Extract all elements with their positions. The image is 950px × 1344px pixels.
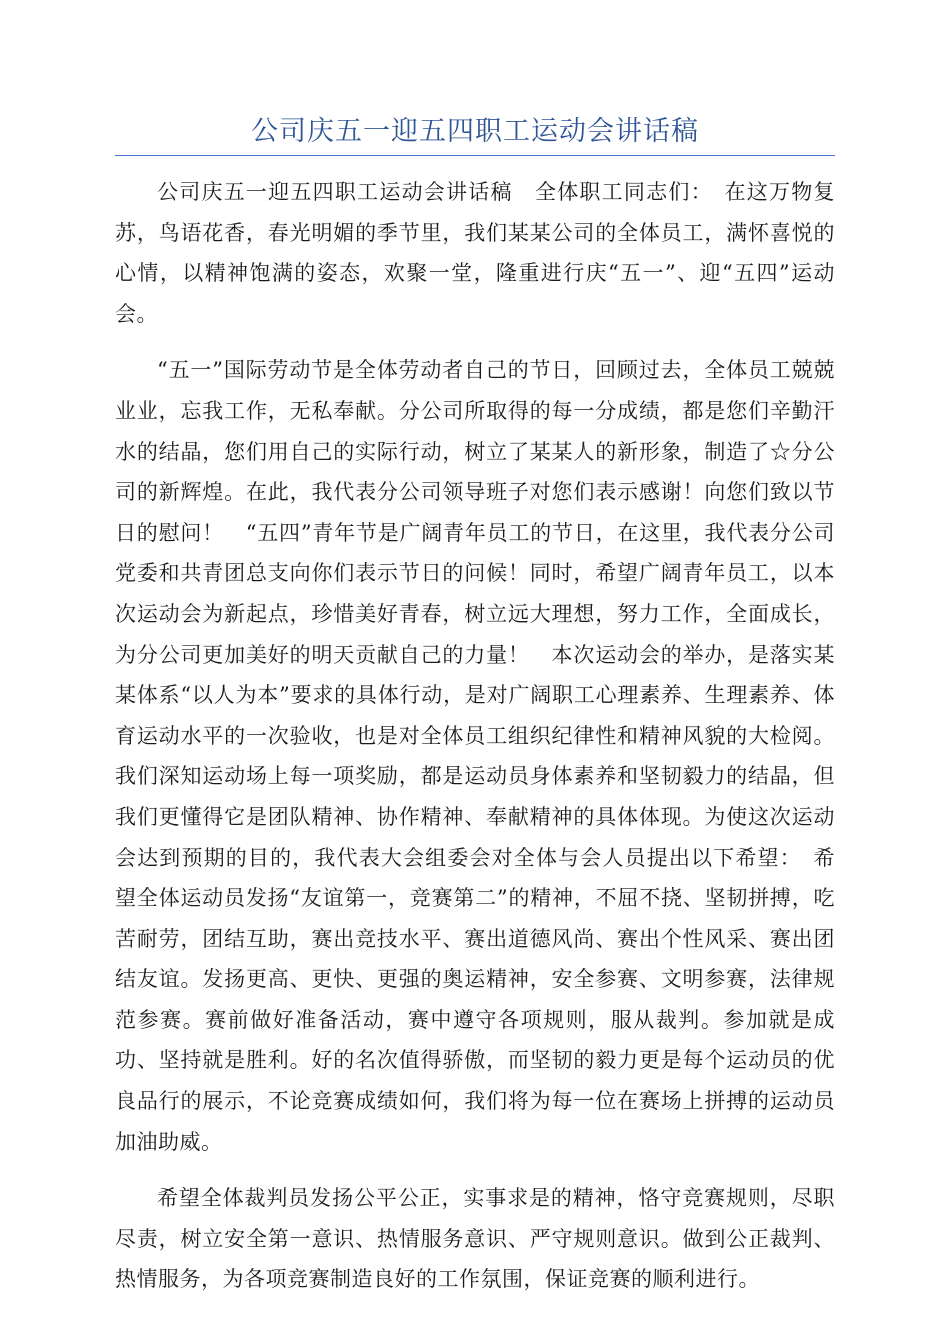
paragraph-main: “五一”国际劳动节是全体劳动者自己的节日，回顾过去，全体员工兢兢业业，忘我工作，无私奉献。分公司所取得的每一分成绩，都是您们辛勤汗水的结晶，您们用自己的实际行动，树立了某某人的新形象，制造了☆分公司的新辉煌。在此，我代表分公司领导班子对您们表示感谢！向您们致以节日的慰问！ “五四”青年节是广阔青年员工的节日，在这里，我代表分公司党委和共青团总支向你们表示节日的问候！同时，希望广阔青年员工，以本次运动会为新起点，珍惜美好青春，树立远大理想，努力工作，全面成长，为分公司更加美好的明天贡献自己的力量！ 本次运动会的举办，是落实某某体系“以人为本”要求的具体行动，是对广阔职工心理素养、生理素养、体育运动水平的一次验收，也是对全体员工组织纪律性和精神风貌的大检阅。我们深知运动场上每一项奖励，都是运动员身体素养和坚韧毅力的结晶，但我们更懂得它是团队精神、协作精神、奉献精神的具体体现。为使这次运动会达到预期的目的，我代表大会组委会对全体与会人员提出以下希望： 希望全体运动员发扬“友谊第一，竞赛第二”的精神，不屈不挠、坚韧拼搏，吃苦耐劳，团结互助，赛出竞技水平、赛出道德风尚、赛出个性风采、赛出团结友谊。发扬更高、更快、更强的奥运精神，安全参赛、文明参赛，法律规范参赛。赛前做好准备活动，赛中遵守各项规则，服从裁判。参加就是成功、坚持就是胜利。好的名次值得骄傲，而坚韧的毅力更是每个运动员的优良品行的展示，不论竞赛成绩如何，我们将为每一位在赛场上拼搏的运动员加油助威。 xyxy=(115,358,835,1154)
paragraph-referees: 希望全体裁判员发扬公平公正，实事求是的精神，恪守竞赛规则，尽职尽责，树立安全第一意识、热情服务意识、严守规则意识。做到公正裁判、热情服务，为各项竞赛制造良好的工作氛围，保证竞赛的顺利进行。 xyxy=(115,1186,835,1292)
document-title: 公司庆五一迎五四职工运动会讲话稿 xyxy=(251,116,699,147)
document-body xyxy=(115,172,835,1316)
title-underline xyxy=(115,155,835,156)
paragraph-opening: 公司庆五一迎五四职工运动会讲话稿 全体职工同志们： 在这万物复苏，鸟语花香，春光明媚的季节里，我们某某公司的全体员工，满怀喜悦的心情，以精神饱满的姿态，欢聚一堂，隆重进行庆“五一”、迎“五四”运动会。 xyxy=(115,180,835,326)
